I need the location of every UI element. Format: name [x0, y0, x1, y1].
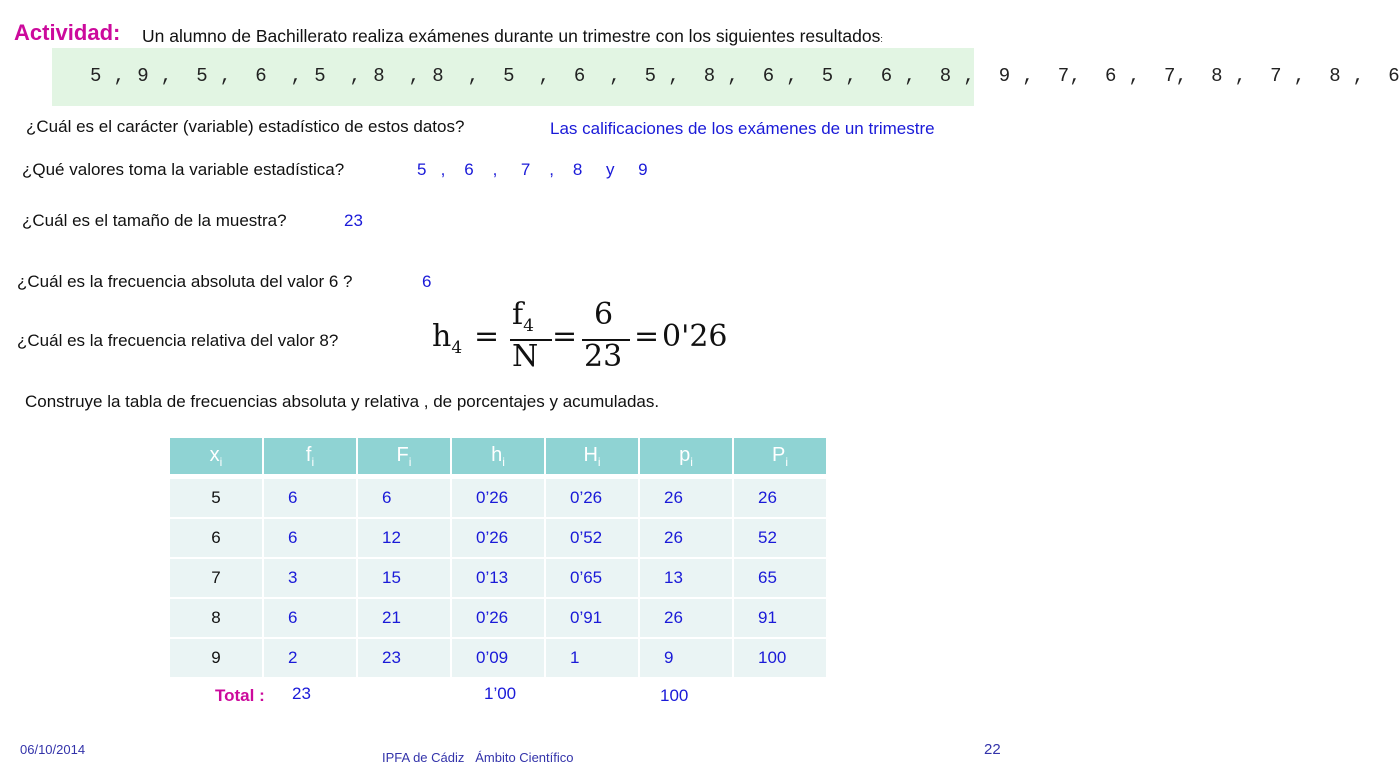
total-pi: 100: [660, 686, 689, 705]
cell-fi: 2: [264, 639, 356, 677]
header-Pi: $P_i$: [734, 438, 826, 474]
table-instruction: Construye la tabla de frecuencias absoluta y relativa , de porcentajes y acumuladas.: [25, 392, 660, 411]
cell-Fi: 15: [358, 559, 450, 597]
cell-Pi: 65: [734, 559, 826, 597]
cell-hi: 0’26: [452, 519, 544, 557]
table-row: [170, 559, 826, 597]
footer-institution: IPFA de Cádiz Ámbito Científico: [382, 750, 574, 765]
cell-Pi: 100: [734, 639, 826, 677]
cell-Hi: 0’91: [546, 599, 638, 637]
header-fi: $f_i$: [264, 438, 356, 474]
cell-Hi: 1: [546, 639, 638, 677]
formula-lhs: $h_4$: [432, 319, 463, 358]
question-relative-frequency: ¿Cuál es la frecuencia relativa del valor 8?: [17, 331, 339, 350]
answer-sample-size: 23: [344, 211, 363, 230]
table-row: [170, 476, 826, 517]
formula-numerator-f: $f_4$: [512, 297, 534, 336]
cell-Pi: 52: [734, 519, 826, 557]
frequency-table: [168, 436, 828, 679]
cell-Pi: 91: [734, 599, 826, 637]
header-hi: $h_i$: [452, 438, 544, 474]
table-row: [170, 639, 826, 677]
cell-fi: 6: [264, 519, 356, 557]
answer-variable: Las calificaciones de los exámenes de un trimestre: [550, 119, 935, 138]
total-hi: 1’00: [484, 684, 517, 703]
total-fi: 23: [292, 684, 311, 703]
table-header-row: [170, 438, 826, 474]
total-label: Total :: [215, 686, 265, 705]
activity-intro: [142, 26, 883, 47]
cell-hi: 0’13: [452, 559, 544, 597]
cell-hi: 0’26: [452, 476, 544, 517]
formula-denominator-23: 23: [584, 339, 623, 374]
cell-Hi: 0’26: [546, 476, 638, 517]
cell-pi: 26: [640, 599, 732, 637]
page-number: 22: [984, 741, 1001, 758]
cell-pi: 26: [640, 519, 732, 557]
formula-denominator-n: N: [512, 339, 539, 374]
question-values: ¿Qué valores toma la variable estadística?: [22, 160, 345, 179]
formula-equals-1: =: [474, 319, 500, 354]
cell-pi: 13: [640, 559, 732, 597]
cell-xi: 6: [170, 519, 262, 557]
cell-Fi: 23: [358, 639, 450, 677]
header-pi: $p_i$: [640, 438, 732, 474]
intro-text: Un alumno de Bachillerato realiza exámenes durante un trimestre con los siguientes resultados: [142, 26, 881, 46]
cell-fi: 6: [264, 599, 356, 637]
question-variable: ¿Cuál es el carácter (variable) estadístico de estos datos?: [26, 117, 465, 136]
cell-Hi: 0’65: [546, 559, 638, 597]
footer-date: 06/10/2014: [20, 742, 86, 757]
cell-fi: 6: [264, 476, 356, 517]
intro-colon: :: [880, 34, 883, 44]
cell-xi: 9: [170, 639, 262, 677]
cell-pi: 9: [640, 639, 732, 677]
answer-absolute-frequency: 6: [422, 272, 432, 291]
cell-xi: 8: [170, 599, 262, 637]
formula-equals-2: =: [552, 319, 578, 354]
activity-title: Actividad:: [14, 20, 121, 45]
formula-equals-3: =: [634, 319, 660, 354]
formula-result: 0'26: [662, 319, 728, 354]
cell-xi: 7: [170, 559, 262, 597]
cell-Fi: 6: [358, 476, 450, 517]
question-absolute-frequency: ¿Cuál es la frecuencia absoluta del valor 6 ?: [17, 272, 353, 291]
header-xi: $x_i$: [170, 438, 262, 474]
data-sequence-box: [52, 48, 1400, 106]
data-sequence: 5 , 9 , 5 , 6 , 5 , 8 , 8 , 5 , 6 , 5 , 8 , 6 , 5 , 6 , 8 , 9 , 7, 6 , 7, 8 , 7 , 8 , 6: [90, 65, 1400, 87]
cell-fi: 3: [264, 559, 356, 597]
formula-numerator-6: 6: [594, 297, 614, 332]
cell-Fi: 12: [358, 519, 450, 557]
header-Fi: $F_i$: [358, 438, 450, 474]
question-sample-size: ¿Cuál es el tamaño de la muestra?: [22, 211, 287, 230]
cell-xi: 5: [170, 476, 262, 517]
cell-hi: 0’26: [452, 599, 544, 637]
table-row: [170, 599, 826, 637]
table-row: [170, 519, 826, 557]
cell-Pi: 26: [734, 476, 826, 517]
cell-hi: 0’09: [452, 639, 544, 677]
answer-values: 5 , 6 , 7 , 8 y 9: [417, 160, 648, 179]
cell-pi: 26: [640, 476, 732, 517]
cell-Fi: 21: [358, 599, 450, 637]
cell-Hi: 0’52: [546, 519, 638, 557]
header-Hi: $H_i$: [546, 438, 638, 474]
